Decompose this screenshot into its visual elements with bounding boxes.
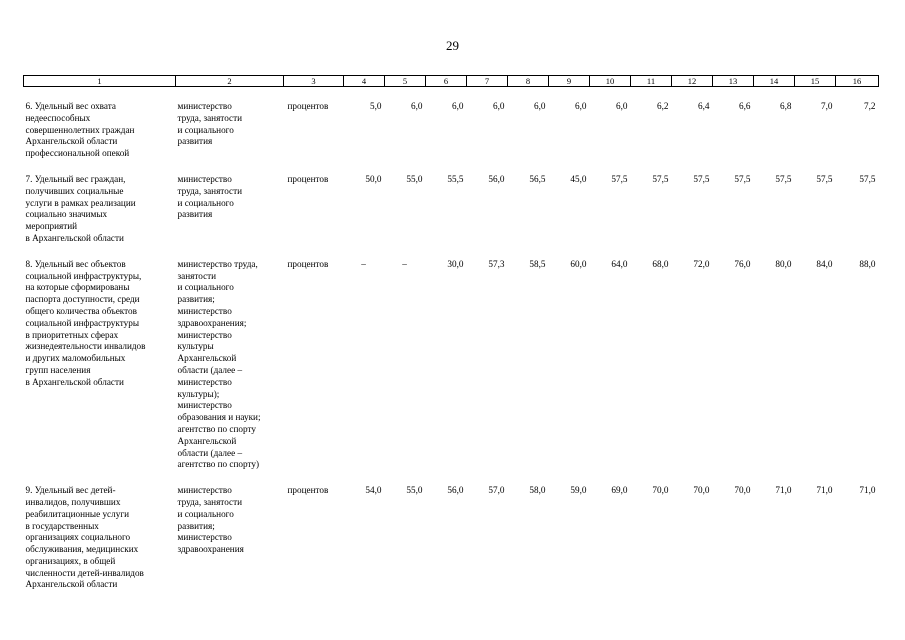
column-number: 1 xyxy=(24,76,176,87)
indicator-name: 8. Удельный вес объектов социальной инфраструктуры, на которые сформированы паспорта доступности, среди общего количества объектов социальной инфраструктуры в приоритетных сферах жизнедеятельности инвалидов и других маломобильных групп населения в Архангельской области xyxy=(25,258,146,387)
indicator-value: 70,0 xyxy=(652,485,669,496)
column-number: 15 xyxy=(795,76,836,87)
indicator-value: 6,0 xyxy=(493,101,505,111)
table-row xyxy=(24,259,879,471)
unit-of-measure: процентов xyxy=(287,101,329,111)
indicator-value: 70,0 xyxy=(693,485,710,496)
indicator-name: 7. Удельный вес граждан, получивших социальные услуги в рамках реализации социально значимых мероприятий в Архангельской области xyxy=(25,173,136,243)
responsible-executor: министерство труда, занятости и социального развития xyxy=(177,173,243,220)
column-number: 7 xyxy=(467,76,508,87)
indicator-name: 9. Удельный вес детей- инвалидов, получивших реабилитационные услуги в государственных организациях социального обслуживания, медицинских организациях, в общей численности детей-инвалидов Архангельской области xyxy=(25,485,144,590)
indicator-value: 57,0 xyxy=(488,485,505,496)
indicator-value: 45,0 xyxy=(570,173,587,184)
indicator-value: 7,0 xyxy=(821,101,833,111)
indicator-value: 71,0 xyxy=(816,485,833,496)
unit-of-measure: процентов xyxy=(287,173,329,184)
indicator-value: 84,0 xyxy=(816,258,833,269)
indicator-value: 57,5 xyxy=(734,173,751,184)
indicator-value: 58,5 xyxy=(529,258,546,269)
column-number: 4 xyxy=(344,76,385,87)
indicator-value: 6,0 xyxy=(575,101,587,111)
indicator-value: 69,0 xyxy=(611,485,628,496)
indicator-value: 70,0 xyxy=(734,485,751,496)
indicator-value: 54,0 xyxy=(365,485,382,496)
indicator-value: 6,0 xyxy=(534,101,546,111)
column-number: 8 xyxy=(508,76,549,87)
indicators-table xyxy=(23,75,879,591)
indicator-value: 6,0 xyxy=(452,101,464,111)
indicator-value: 55,0 xyxy=(406,173,423,184)
indicator-value: 68,0 xyxy=(652,258,669,269)
indicator-value: 88,0 xyxy=(859,258,876,269)
column-number: 9 xyxy=(549,76,590,87)
indicator-value: 6,0 xyxy=(411,101,423,111)
indicator-value: 57,5 xyxy=(859,173,876,184)
indicator-value: 57,5 xyxy=(652,173,669,184)
table-row xyxy=(24,485,879,591)
indicator-value: 6,0 xyxy=(616,101,628,111)
indicator-value: 80,0 xyxy=(775,258,792,269)
column-number: 14 xyxy=(754,76,795,87)
indicator-value: 57,3 xyxy=(488,258,505,269)
indicator-value: 72,0 xyxy=(693,258,710,269)
indicator-value: 55,5 xyxy=(447,173,464,184)
indicator-value: 5,0 xyxy=(370,101,382,111)
column-number: 2 xyxy=(176,76,284,87)
column-number: 13 xyxy=(713,76,754,87)
indicator-value: 56,0 xyxy=(447,485,464,496)
indicator-value: 71,0 xyxy=(859,485,876,496)
column-number-header xyxy=(24,76,879,87)
indicator-value: – xyxy=(361,258,366,269)
responsible-executor: министерство труда, занятости и социального развития; министерство здравоохранения; министерство культуры Архангельской области (далее – министерство культуры); министерство образования и науки; агентство по спорту Архангельской области (далее – агентство по спорту) xyxy=(177,258,261,470)
column-number: 5 xyxy=(385,76,426,87)
indicator-value: 58,0 xyxy=(529,485,546,496)
indicator-value: 76,0 xyxy=(734,258,751,269)
indicator-value: 50,0 xyxy=(365,173,382,184)
unit-of-measure: процентов xyxy=(287,485,329,496)
table-row xyxy=(24,174,879,245)
indicator-value: 6,8 xyxy=(780,101,792,111)
column-number: 3 xyxy=(284,76,344,87)
indicator-value: 57,5 xyxy=(693,173,710,184)
indicator-value: 55,0 xyxy=(406,485,423,496)
column-number: 10 xyxy=(590,76,631,87)
indicator-value: – xyxy=(402,258,407,269)
responsible-executor: министерство труда, занятости и социального развития; министерство здравоохранения xyxy=(177,485,244,555)
indicator-value: 57,5 xyxy=(611,173,628,184)
column-number: 6 xyxy=(426,76,467,87)
indicator-value: 30,0 xyxy=(447,258,464,269)
indicator-value: 57,5 xyxy=(816,173,833,184)
indicator-value: 6,4 xyxy=(698,101,710,111)
indicator-value: 71,0 xyxy=(775,485,792,496)
indicator-value: 6,2 xyxy=(657,101,669,111)
indicator-value: 57,5 xyxy=(775,173,792,184)
column-number: 16 xyxy=(836,76,879,87)
page-number: 29 xyxy=(446,38,459,53)
indicator-value: 59,0 xyxy=(570,485,587,496)
table-row xyxy=(24,101,879,160)
indicator-value: 56,5 xyxy=(529,173,546,184)
column-number: 11 xyxy=(631,76,672,87)
indicator-value: 56,0 xyxy=(488,173,505,184)
column-number: 12 xyxy=(672,76,713,87)
responsible-executor: министерство труда, занятости и социального развития xyxy=(177,101,243,147)
indicator-value: 64,0 xyxy=(611,258,628,269)
indicator-value: 60,0 xyxy=(570,258,587,269)
indicator-name: 6. Удельный вес охвата недееспособных совершеннолетних граждан Архангельской области профессиональной опекой xyxy=(25,101,135,159)
indicator-value: 7,2 xyxy=(864,101,876,111)
indicator-value: 6,6 xyxy=(739,101,751,111)
unit-of-measure: процентов xyxy=(287,258,329,269)
